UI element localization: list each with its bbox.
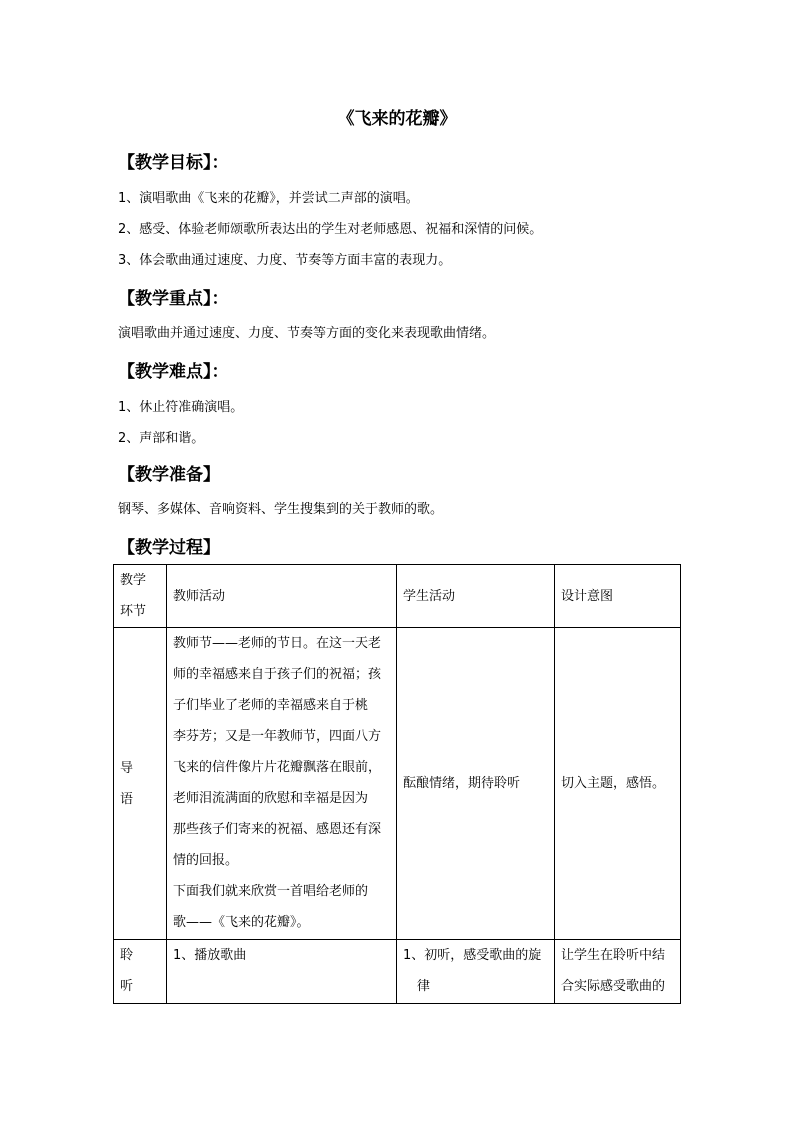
difficulty-item-2: 2、声部和谐。 bbox=[118, 431, 205, 446]
design-line: 让学生在聆听中结 bbox=[561, 948, 666, 963]
heading-teaching-goals: 【教学目标】： bbox=[118, 153, 229, 173]
row-intro-teacher-activity bbox=[167, 628, 397, 940]
row-listen-student-activity bbox=[397, 940, 555, 1004]
preparation-item-1: 钢琴、多媒体、音响资料、学生搜集到的关于教师的歌。 bbox=[118, 502, 444, 517]
teacher-line: 师的幸福感来自于孩子们的祝福；孩 bbox=[173, 667, 382, 682]
goal-item-1: 1、演唱歌曲《飞来的花瓣》，并尝试二声部的演唱。 bbox=[118, 191, 419, 206]
teacher-line: 子们毕业了老师的幸福感来自于桃 bbox=[173, 698, 369, 713]
stage-intro-line1: 导 bbox=[120, 760, 134, 776]
teacher-line: 那些孩子们寄来的祝福、感恩还有深 bbox=[173, 822, 382, 837]
goal-item-2: 2、感受、体验老师颂歌所表达出的学生对老师感恩、祝福和深情的问候。 bbox=[118, 222, 543, 237]
row-listen-design-intent bbox=[555, 940, 681, 1004]
goal-item-3: 3、体会歌曲通过速度、力度、节奏等方面丰富的表现力。 bbox=[118, 253, 452, 268]
key-point-item-1: 演唱歌曲并通过速度、力度、节奏等方面的变化来表现歌曲情绪。 bbox=[118, 326, 496, 341]
header-student-activity: 学生活动 bbox=[397, 565, 555, 628]
teacher-line: 下面我们就来欣赏一首唱给老师的 bbox=[173, 884, 369, 899]
header-design-intent: 设计意图 bbox=[555, 565, 681, 628]
heading-teaching-preparation: 【教学准备】 bbox=[118, 465, 220, 485]
row-listen-teacher-activity bbox=[167, 940, 397, 1004]
header-stage bbox=[114, 565, 167, 628]
teacher-line: 飞来的信件像片片花瓣飘落在眼前， bbox=[173, 760, 382, 775]
design-line: 合实际感受歌曲的 bbox=[561, 979, 666, 994]
header-stage-line2: 环节 bbox=[120, 604, 147, 619]
header-teacher-activity: 教师活动 bbox=[167, 565, 397, 628]
heading-teaching-difficulties: 【教学难点】： bbox=[118, 362, 229, 382]
teaching-process-table bbox=[113, 564, 681, 1004]
row-intro-design-intent: 切入主题，感悟。 bbox=[555, 628, 681, 940]
teacher-line: 李芬芳；又是一年教师节，四面八方 bbox=[173, 729, 382, 744]
student-line: 1、初听，感受歌曲的旋 bbox=[403, 948, 542, 963]
row-stage-intro bbox=[114, 628, 167, 940]
heading-teaching-process: 【教学过程】 bbox=[118, 538, 220, 558]
document-title: 《飞来的花瓣》 bbox=[337, 109, 457, 129]
table-row bbox=[114, 940, 681, 1004]
difficulty-item-1: 1、休止符准确演唱。 bbox=[118, 400, 244, 415]
teacher-line: 歌——《飞来的花瓣》。 bbox=[173, 915, 310, 930]
student-line: 律 bbox=[417, 979, 431, 994]
stage-listen-line2: 听 bbox=[120, 979, 134, 994]
header-stage-line1: 教学 bbox=[120, 573, 147, 588]
table-header-row bbox=[114, 565, 681, 628]
teacher-line: 老师泪流满面的欣慰和幸福是因为 bbox=[173, 791, 369, 806]
row-stage-listen bbox=[114, 940, 167, 1004]
teacher-line: 1、播放歌曲 bbox=[173, 948, 247, 963]
table-row bbox=[114, 628, 681, 940]
stage-listen-line1: 聆 bbox=[120, 948, 134, 963]
row-intro-student-activity: 酝酿情绪，期待聆听 bbox=[397, 628, 555, 940]
teacher-line: 情的回报。 bbox=[173, 853, 239, 868]
teacher-line: 教师节——老师的节日。在这一天老 bbox=[173, 636, 382, 651]
heading-teaching-key-points: 【教学重点】： bbox=[118, 289, 229, 309]
stage-intro-line2: 语 bbox=[120, 791, 134, 807]
